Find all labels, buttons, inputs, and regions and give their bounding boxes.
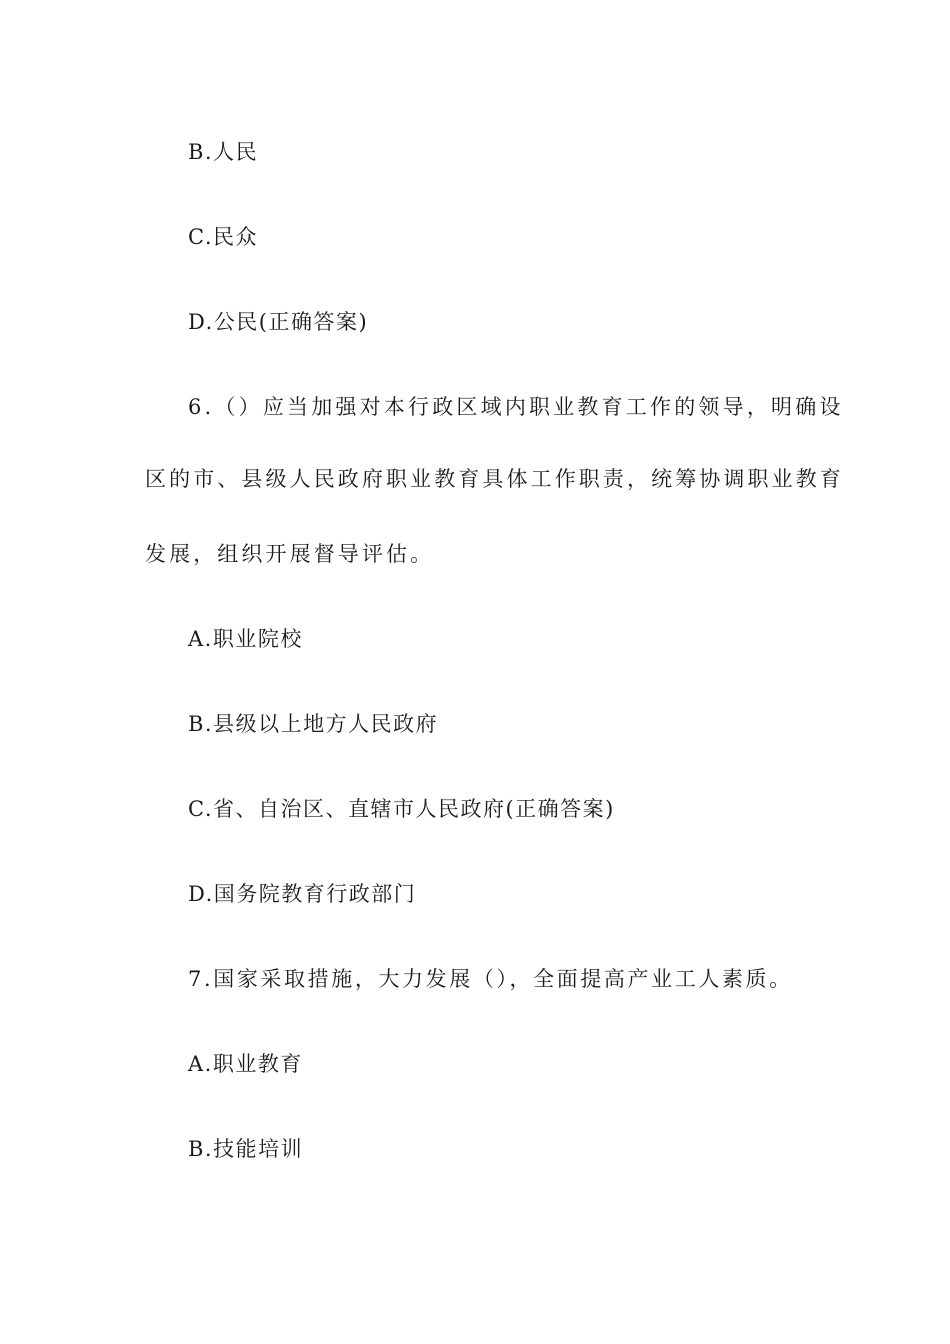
q7-option-b: B.技能培训 [188,1137,304,1161]
q7-option-a: A.职业教育 [188,1052,303,1076]
q5-option-b: B.人民 [188,140,259,164]
q6-stem-line-1: 6.（）应当加强对本行政区域内职业教育工作的领导，明确设 [188,395,844,419]
q6-stem-line-2: 区的市、县级人民政府职业教育具体工作职责，统筹协调职业教育 [145,467,844,491]
q6-option-b: B.县级以上地方人民政府 [188,712,439,736]
q6-option-a: A.职业院校 [188,627,303,651]
q6-option-d: D.国务院教育行政部门 [188,882,417,906]
q5-option-d: D.公民(正确答案) [188,310,369,334]
q5-option-c: C.民众 [188,225,258,249]
q7-stem: 7.国家采取措施，大力发展（），全面提高产业工人素质。 [188,967,793,991]
q6-option-c: C.省、自治区、直辖市人民政府(正确答案) [188,797,615,821]
q6-stem-line-3: 发展，组织开展督导评估。 [145,542,435,566]
